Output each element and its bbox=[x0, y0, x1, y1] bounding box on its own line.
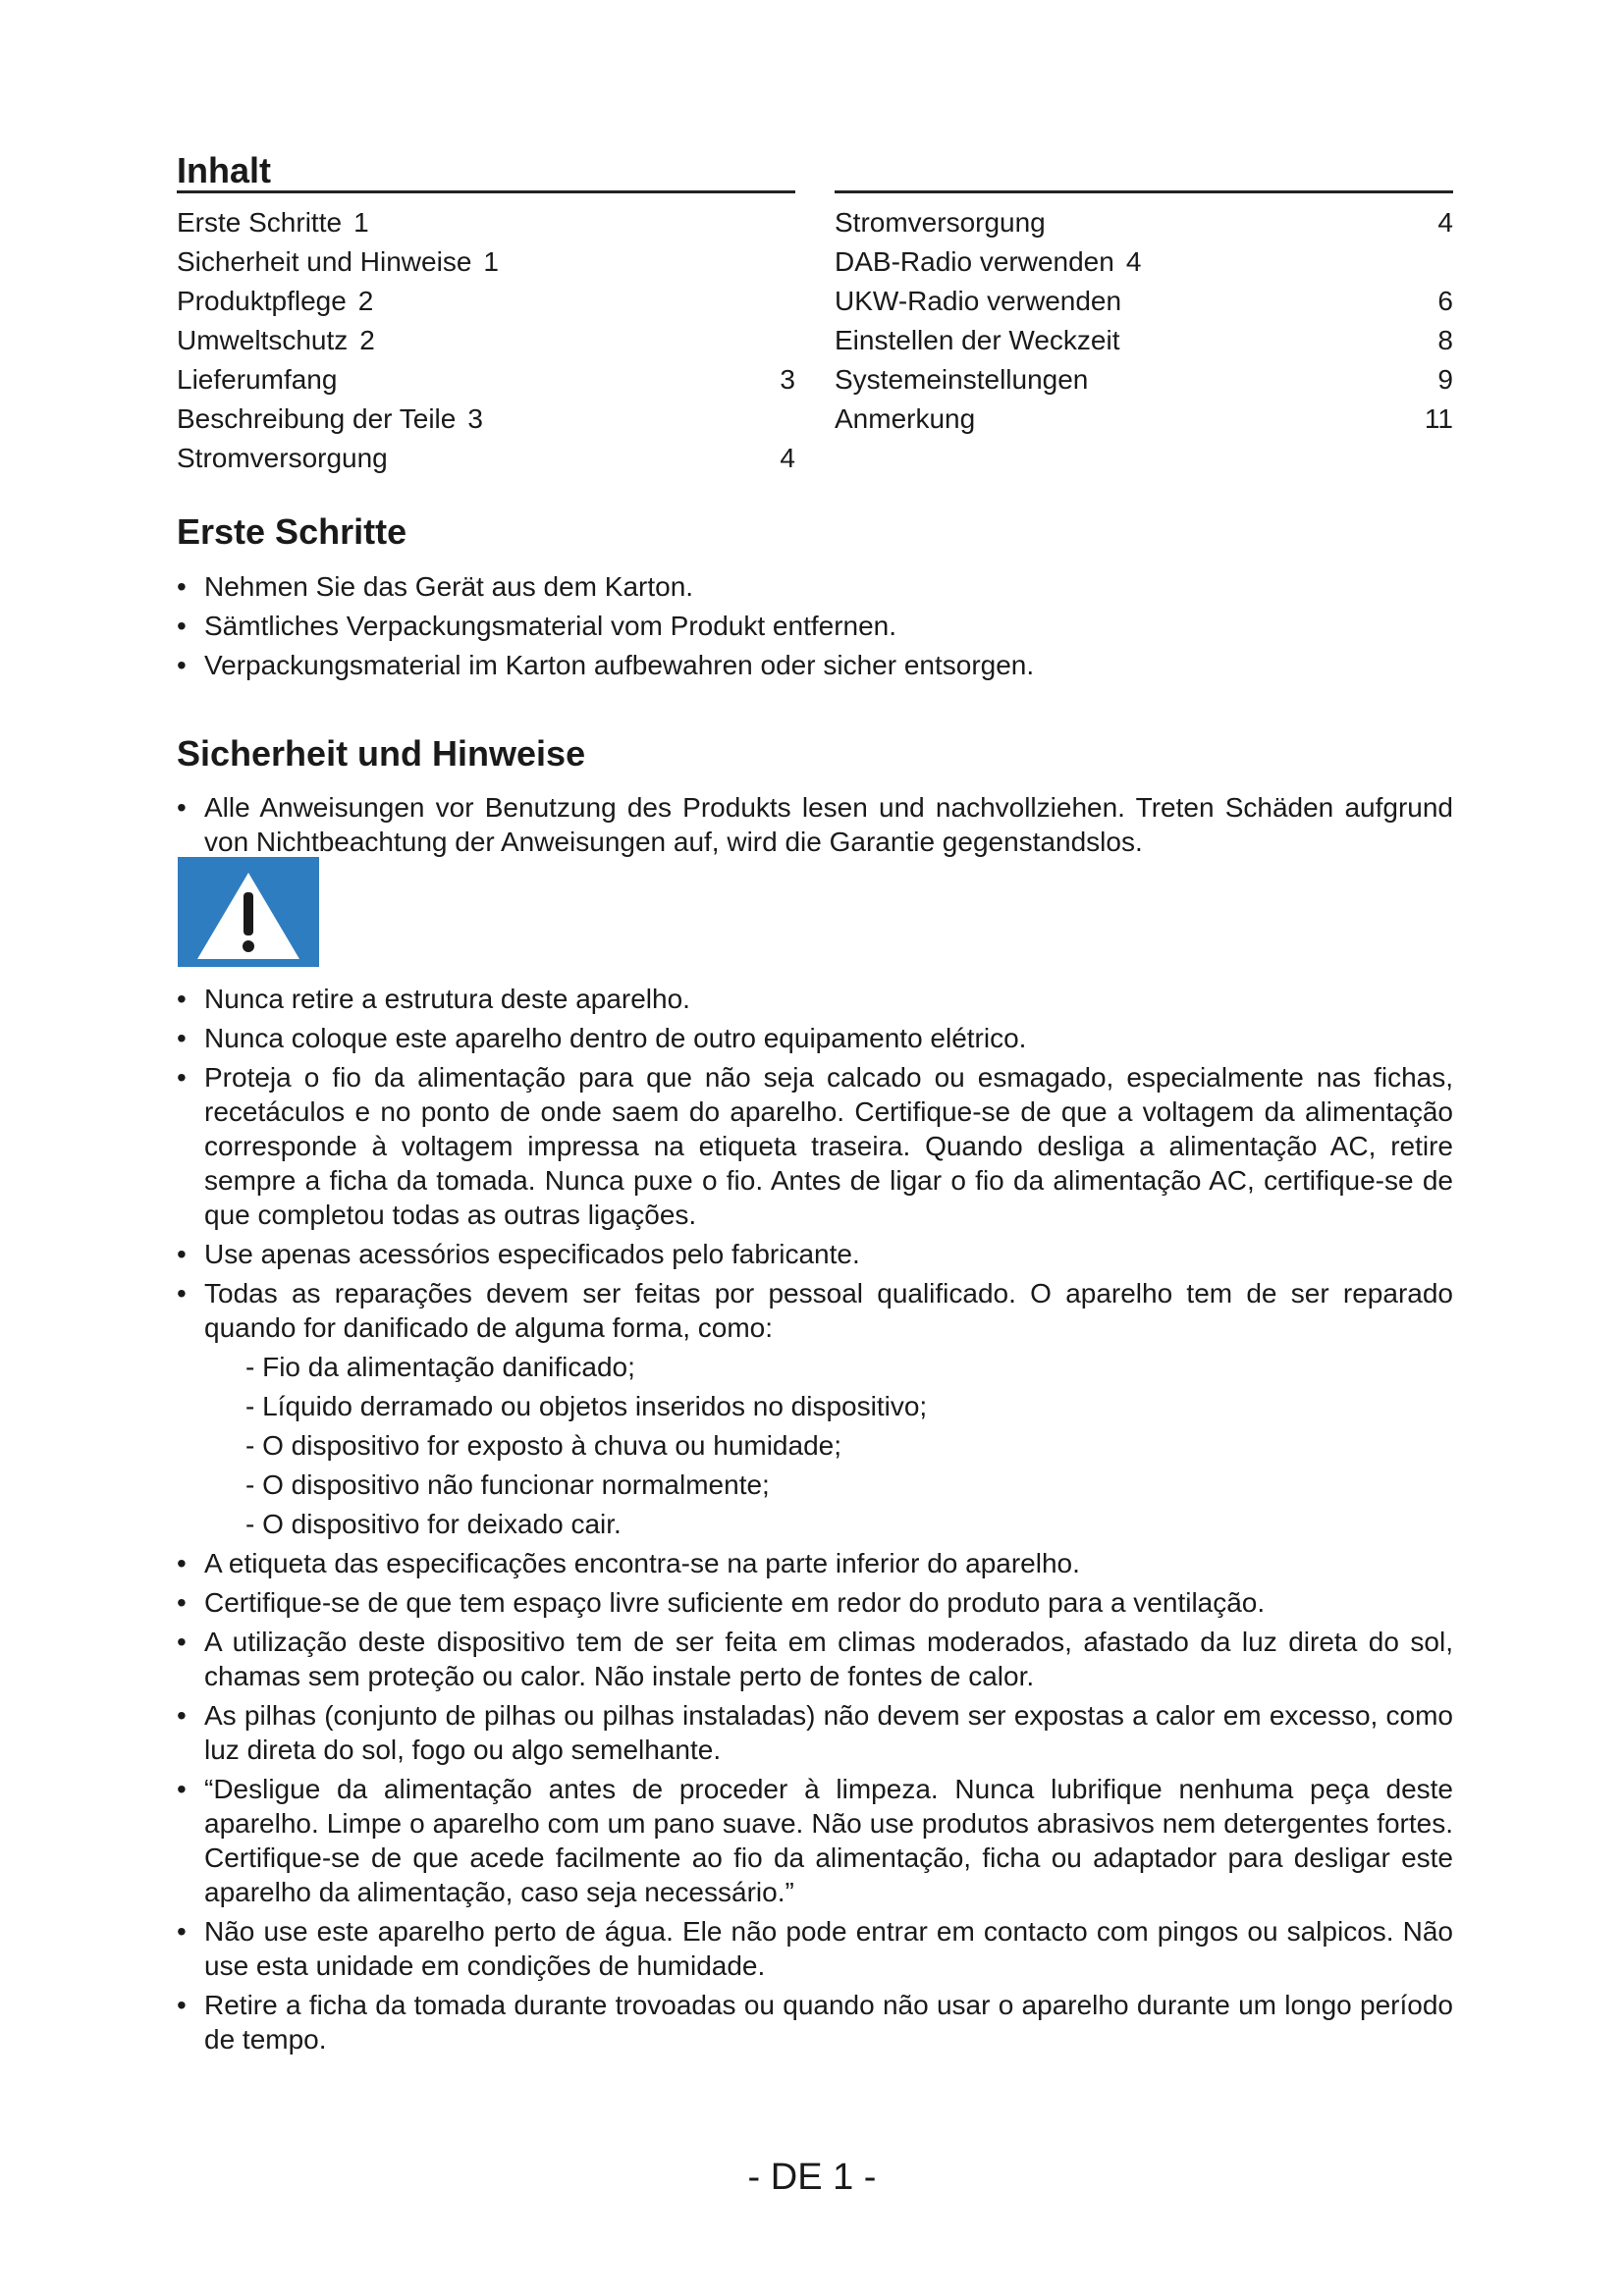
toc-entry-page: 9 bbox=[1437, 364, 1453, 395]
list-item-text: “Desligue da alimentação antes de proceder à limpeza. Nunca lubrifique nenhuma peça deste aparelho. Limpe o aparelho com um pano suave. Não use produtos abrasivos nem detergentes fortes. Certifique-se de que acede facilmente ao fio da alimentação, ficha ou adaptador para desligar este aparelho da alimentação, caso seja necessário.” bbox=[204, 1774, 1453, 1907]
bullet: • bbox=[177, 1023, 187, 1053]
toc-entry-label: Anmerkung bbox=[835, 403, 976, 434]
sicherheit-list bbox=[177, 982, 1453, 2061]
list-item bbox=[177, 609, 1453, 643]
toc-entry bbox=[177, 439, 795, 478]
list-item bbox=[177, 569, 1453, 604]
sub-list-item: - Líquido derramado ou objetos inseridos no dispositivo; bbox=[245, 1391, 928, 1421]
list-item bbox=[177, 790, 1453, 859]
toc-entry-page: 4 bbox=[1437, 207, 1453, 238]
toc-entry-page: 4 bbox=[1125, 246, 1142, 277]
table-of-contents bbox=[177, 147, 1453, 481]
list-item-text: Nunca retire a estrutura deste aparelho. bbox=[204, 984, 690, 1014]
toc-entry-title bbox=[177, 242, 499, 282]
bullet: • bbox=[177, 1587, 187, 1618]
toc-entry bbox=[835, 203, 1453, 242]
toc-entry bbox=[177, 242, 795, 282]
toc-entry bbox=[835, 360, 1453, 400]
toc-entry-label: DAB-Radio verwenden bbox=[835, 246, 1114, 277]
toc-entry-title bbox=[177, 282, 373, 321]
toc-entry-label: Beschreibung der Teile bbox=[177, 403, 457, 434]
toc-entry-label: Erste Schritte bbox=[177, 207, 343, 238]
toc-entry-label: Umweltschutz bbox=[177, 325, 349, 355]
bullet: • bbox=[177, 571, 187, 602]
list-item bbox=[177, 1060, 1453, 1232]
list-item-text: Certifique-se de que tem espaço livre suficiente em redor do produto para a ventilação. bbox=[204, 1587, 1266, 1618]
toc-list-right bbox=[835, 193, 1453, 439]
toc-entry-label: UKW-Radio verwenden bbox=[835, 286, 1122, 316]
toc-entry-label: Stromversorgung bbox=[835, 207, 1046, 238]
toc-entry-label: Stromversorgung bbox=[177, 443, 388, 473]
toc-entry-page: 6 bbox=[1437, 286, 1453, 316]
list-item bbox=[177, 648, 1453, 682]
toc-entry-page: 1 bbox=[353, 207, 369, 238]
toc-entry bbox=[177, 360, 795, 400]
list-item bbox=[177, 1772, 1453, 1909]
bullet: • bbox=[177, 611, 187, 641]
list-item bbox=[177, 1021, 1453, 1055]
warning-triangle-icon bbox=[178, 857, 319, 967]
list-item-text: Sämtliches Verpackungsmaterial vom Produkt entfernen. bbox=[204, 611, 897, 641]
bullet: • bbox=[177, 1990, 187, 2020]
bullet: • bbox=[177, 1062, 187, 1093]
sicherheit-intro-list bbox=[177, 790, 1453, 864]
list-item-text: Todas as reparações devem ser feitas por pessoal qualificado. O aparelho tem de ser reparado quando for danificado de alguma forma, como: bbox=[204, 1278, 1453, 1343]
toc-entry bbox=[835, 242, 1453, 282]
list-item-text: A etiqueta das especificações encontra-se na parte inferior do aparelho. bbox=[204, 1548, 1080, 1578]
list-item bbox=[177, 1276, 1453, 1345]
section-title-sicherheit: Sicherheit und Hinweise bbox=[177, 733, 586, 774]
toc-header-right bbox=[835, 147, 1453, 193]
bullet: • bbox=[177, 792, 187, 823]
toc-entry-page: 11 bbox=[1424, 403, 1453, 434]
sub-list-item: - O dispositivo não funcionar normalmente; bbox=[245, 1469, 770, 1500]
list-item-text: A utilização deste dispositivo tem de ser feita em climas moderados, afastado da luz direta do sol, chamas sem proteção ou calor. Não instale perto de fontes de calor. bbox=[204, 1627, 1453, 1691]
list-item bbox=[177, 1237, 1453, 1271]
sub-list-item: - O dispositivo for exposto à chuva ou humidade; bbox=[245, 1430, 842, 1461]
page-footer: - DE 1 - bbox=[747, 2157, 877, 2198]
list-item bbox=[177, 982, 1453, 1016]
bullet: • bbox=[177, 1548, 187, 1578]
toc-entry-title bbox=[835, 242, 1141, 282]
erste-schritte-list bbox=[177, 569, 1453, 687]
toc-entry bbox=[835, 282, 1453, 321]
bullet: • bbox=[177, 1627, 187, 1657]
section-title-erste-schritte: Erste Schritte bbox=[177, 511, 407, 552]
toc-entry-title bbox=[835, 400, 975, 439]
toc-entry bbox=[177, 203, 795, 242]
toc-entry-page: 1 bbox=[483, 246, 499, 277]
list-item-text: Proteja o fio da alimentação para que não seja calcado ou esmagado, especialmente nas fichas, recetáculos e no ponto de onde saem do aparelho. Certifique-se de que a voltagem da alimentação corresponde à voltagem impressa na etiqueta traseira. Quando desliga a alimentação AC, retire sempre a ficha da tomada. Nunca puxe o fio. Antes de ligar o fio da alimentação AC, certifique-se de que completou todas as outras ligações. bbox=[204, 1062, 1453, 1230]
list-item-text: Nunca coloque este aparelho dentro de outro equipamento elétrico. bbox=[204, 1023, 1027, 1053]
toc-column-left bbox=[177, 147, 795, 478]
toc-entry-title bbox=[177, 203, 369, 242]
toc-entry bbox=[177, 321, 795, 360]
bullet: • bbox=[177, 1700, 187, 1731]
bullet: • bbox=[177, 984, 187, 1014]
toc-entry-page: 4 bbox=[780, 443, 795, 473]
toc-entry bbox=[177, 400, 795, 439]
toc-entry-title bbox=[835, 360, 1088, 400]
toc-entry-page: 3 bbox=[780, 364, 795, 395]
bullet: • bbox=[177, 1278, 187, 1308]
list-item-text: Não use este aparelho perto de água. Ele não pode entrar em contacto com pingos ou salpicos. Não use esta unidade em condições de humidade. bbox=[204, 1916, 1453, 1981]
toc-list-left bbox=[177, 193, 795, 478]
toc-column-right bbox=[835, 147, 1453, 439]
list-item bbox=[177, 1914, 1453, 1983]
list-item bbox=[177, 1585, 1453, 1620]
toc-entry-title bbox=[835, 282, 1121, 321]
sub-list-item: - Fio da alimentação danificado; bbox=[245, 1352, 635, 1382]
list-item-text: Retire a ficha da tomada durante trovoadas ou quando não usar o aparelho durante um longo período de tempo. bbox=[204, 1990, 1453, 2055]
bullet: • bbox=[177, 650, 187, 680]
toc-entry-title bbox=[177, 439, 388, 478]
toc-entry-page: 3 bbox=[467, 403, 483, 434]
list-item bbox=[177, 1625, 1453, 1693]
bullet: • bbox=[177, 1239, 187, 1269]
toc-entry bbox=[835, 400, 1453, 439]
toc-entry-title bbox=[177, 321, 375, 360]
list-item bbox=[177, 1546, 1453, 1580]
toc-entry-title bbox=[177, 360, 337, 400]
bullet: • bbox=[177, 1916, 187, 1947]
toc-entry-label: Produktpflege bbox=[177, 286, 347, 316]
toc-entry-page: 8 bbox=[1437, 325, 1453, 355]
list-item-text: Nehmen Sie das Gerät aus dem Karton. bbox=[204, 571, 694, 602]
toc-title: Inhalt bbox=[177, 150, 271, 190]
toc-entry-title bbox=[177, 400, 483, 439]
sub-list-item: - O dispositivo for deixado cair. bbox=[245, 1509, 622, 1539]
toc-entry bbox=[177, 282, 795, 321]
toc-entry-page: 2 bbox=[357, 286, 374, 316]
toc-header-left bbox=[177, 147, 795, 193]
intro-text: Alle Anweisungen vor Benutzung des Produkts lesen und nachvollziehen. Treten Schäden aufgrund von Nichtbeachtung der Anweisungen auf, wird die Garantie gegenstandslos. bbox=[204, 792, 1453, 857]
toc-entry-label: Einstellen der Weckzeit bbox=[835, 325, 1120, 355]
toc-entry-title bbox=[835, 321, 1120, 360]
toc-entry-label: Sicherheit und Hinweise bbox=[177, 246, 472, 277]
list-item-text: Use apenas acessórios especificados pelo fabricante. bbox=[204, 1239, 860, 1269]
sub-list bbox=[177, 1350, 1453, 1541]
toc-entry-title bbox=[835, 203, 1046, 242]
list-item-text: Verpackungsmaterial im Karton aufbewahren oder sicher entsorgen. bbox=[204, 650, 1035, 680]
toc-entry-label: Systemeinstellungen bbox=[835, 364, 1089, 395]
list-item bbox=[177, 1698, 1453, 1767]
list-item bbox=[177, 1988, 1453, 2056]
toc-entry bbox=[835, 321, 1453, 360]
list-item-text: As pilhas (conjunto de pilhas ou pilhas instaladas) não devem ser expostas a calor em excesso, como luz direta do sol, fogo ou algo semelhante. bbox=[204, 1700, 1453, 1765]
toc-entry-page: 2 bbox=[359, 325, 375, 355]
toc-entry-label: Lieferumfang bbox=[177, 364, 338, 395]
bullet: • bbox=[177, 1774, 187, 1804]
